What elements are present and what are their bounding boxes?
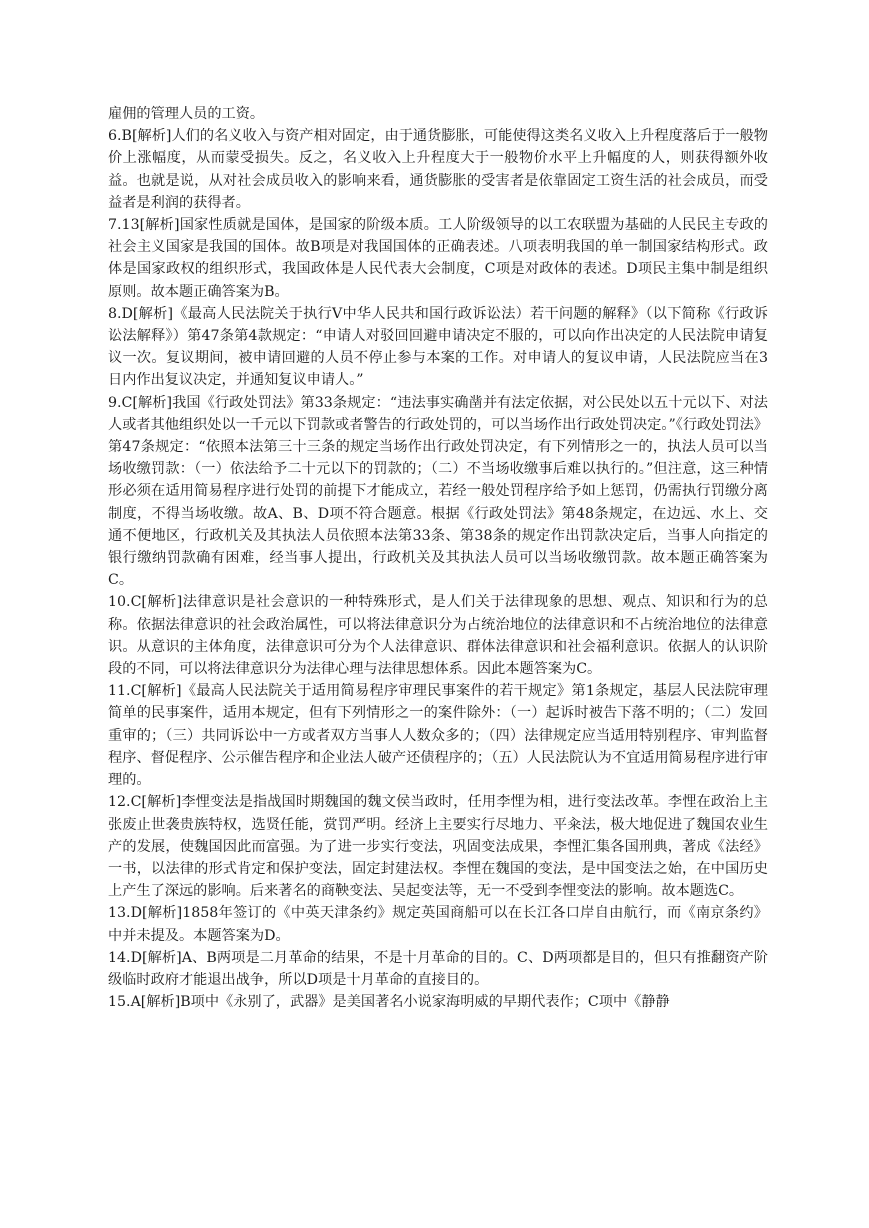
document-page [108,103,768,1013]
answer-paragraph-9: 9.C[解析]我国《行政处罚法》第33条规定：“违法事实确凿并有法定依据，对公民处以五十元以下、对法人或者其他组织处以一千元以下罚款或者警告的行政处罚的，可以当场作出行政处罚决定。”《行政处罚法》第47条规定：“依照本法第三十三条的规定当场作出行政处罚决定，有下列情形之一的，执法人员可以当场收缴罚款：（一）依法给予二十元以下的罚款的；（二）不当场收缴事后难以执行的。”但注意，这三种情形必须在适用简易程序进行处罚的前提下才能成立，若经一般处罚程序给予如上惩罚，仍需执行罚缴分离制度，不得当场收缴。故A、B、D项不符合题意。根据《行政处罚法》第48条规定，在边远、水上、交通不便地区，行政机关及其执法人员依照本法第33条、第38条的规定作出罚款决定后，当事人向指定的银行缴纳罚款确有困难，经当事人提出，行政机关及其执法人员可以当场收缴罚款。故本题正确答案为C。 [108,394,768,589]
answer-paragraph-12: 12.C[解析]李悝变法是指战国时期魏国的魏文侯当政时，任用李悝为相，进行变法改革。李悝在政治上主张废止世袭贵族特权，选贤任能，赏罚严明。经济上主要实行尽地力、平籴法，极大地促进了魏国农业生产的发展，使魏国因此而富强。为了进一步实行变法，巩固变法成果，李悝汇集各国刑典，著成《法经》一书，以法律的形式肯定和保护变法，固定封建法权。李悝在魏国的变法，是中国变法之始，在中国历史上产生了深远的影响。后来著名的商鞅变法、吴起变法等，无一不受到李悝变法的影响。故本题选C。 [108,794,768,900]
answer-paragraph-14: 14.D[解析]A、B两项是二月革命的结果，不是十月革命的目的。C、D两项都是目的，但只有推翻资产阶级临时政府才能退出战争，所以D项是十月革命的直接目的。 [108,949,768,988]
answer-paragraph-10: 10.C[解析]法律意识是社会意识的一种特殊形式，是人们关于法律现象的思想、观点、知识和行为的总称。依据法律意识的社会政治属性，可以将法律意识分为占统治地位的法律意识和不占统治地位的法律意识。从意识的主体角度，法律意识可分为个人法律意识、群体法律意识和社会福利意识。依据人的认识阶段的不同，可以将法律意识分为法律心理与法律思想体系。因此本题答案为C。 [108,594,768,678]
answer-paragraph-7: 7.13[解析]国家性质就是国体，是国家的阶级本质。工人阶级领导的以工农联盟为基础的人民民主专政的社会主义国家是我国的国体。故B项是对我国国体的正确表述。八项表明我国的单一制国家结构形式。政体是国家政权的组织形式，我国政体是人民代表大会制度，C项是对政体的表述。D项民主集中制是组织原则。故本题正确答案为B。 [108,217,768,300]
answer-paragraph-8: 8.D[解析]《最高人民法院关于执行Ⅴ中华人民共和国行政诉讼法）若干问题的解释》（以下简称《行政诉讼法解释》）第47条第4款规定：“申请人对驳回回避申请决定不服的，可以向作出决定的人民法院申请复议一次。复议期间，被申请回避的人员不停止参与本案的工作。对申请人的复议申请，人民法院应当在3日内作出复议决定，并通知复议申请人。” [108,305,768,389]
paragraph-continuation: 雇佣的管理人员的工资。 [108,106,265,122]
answer-paragraph-13: 13.D[解析]1858年签订的《中英天津条约》规定英国商船可以在长江各口岸自由航行，而《南京条约》中并未提及。本题答案为D。 [108,905,768,944]
answer-paragraph-11: 11.C[解析]《最高人民法院关于适用简易程序审理民事案件的若干规定》第1条规定，基层人民法院审理简单的民事案件，适用本规定，但有下列情形之一的案件除外：（一）起诉时被告下落不明的；（二）发回重审的；（三）共同诉讼中一方或者双方当事人人数众多的；（四）法律规定应当适用特别程序、审判监督程序、督促程序、公示催告程序和企业法人破产还债程序的；（五）人民法院认为不宜适用简易程序进行审理的。 [108,683,768,789]
answer-paragraph-15: 15.A[解析]B项中《永别了，武器》是美国著名小说家海明威的早期代表作；C项中《静静 [108,994,670,1011]
answer-paragraph-6: 6.B[解析]人们的名义收入与资产相对固定，由于通货膨胀，可能使得这类名义收入上升程度落后于一般物价上涨幅度，从而蒙受损失。反之，名义收入上升程度大于一般物价水平上升幅度的人，则获得额外收益。也就是说，从对社会成员收入的影响来看，通货膨胀的受害者是依靠固定工资生活的社会成员，而受益者是利润的获得者。 [108,128,768,211]
